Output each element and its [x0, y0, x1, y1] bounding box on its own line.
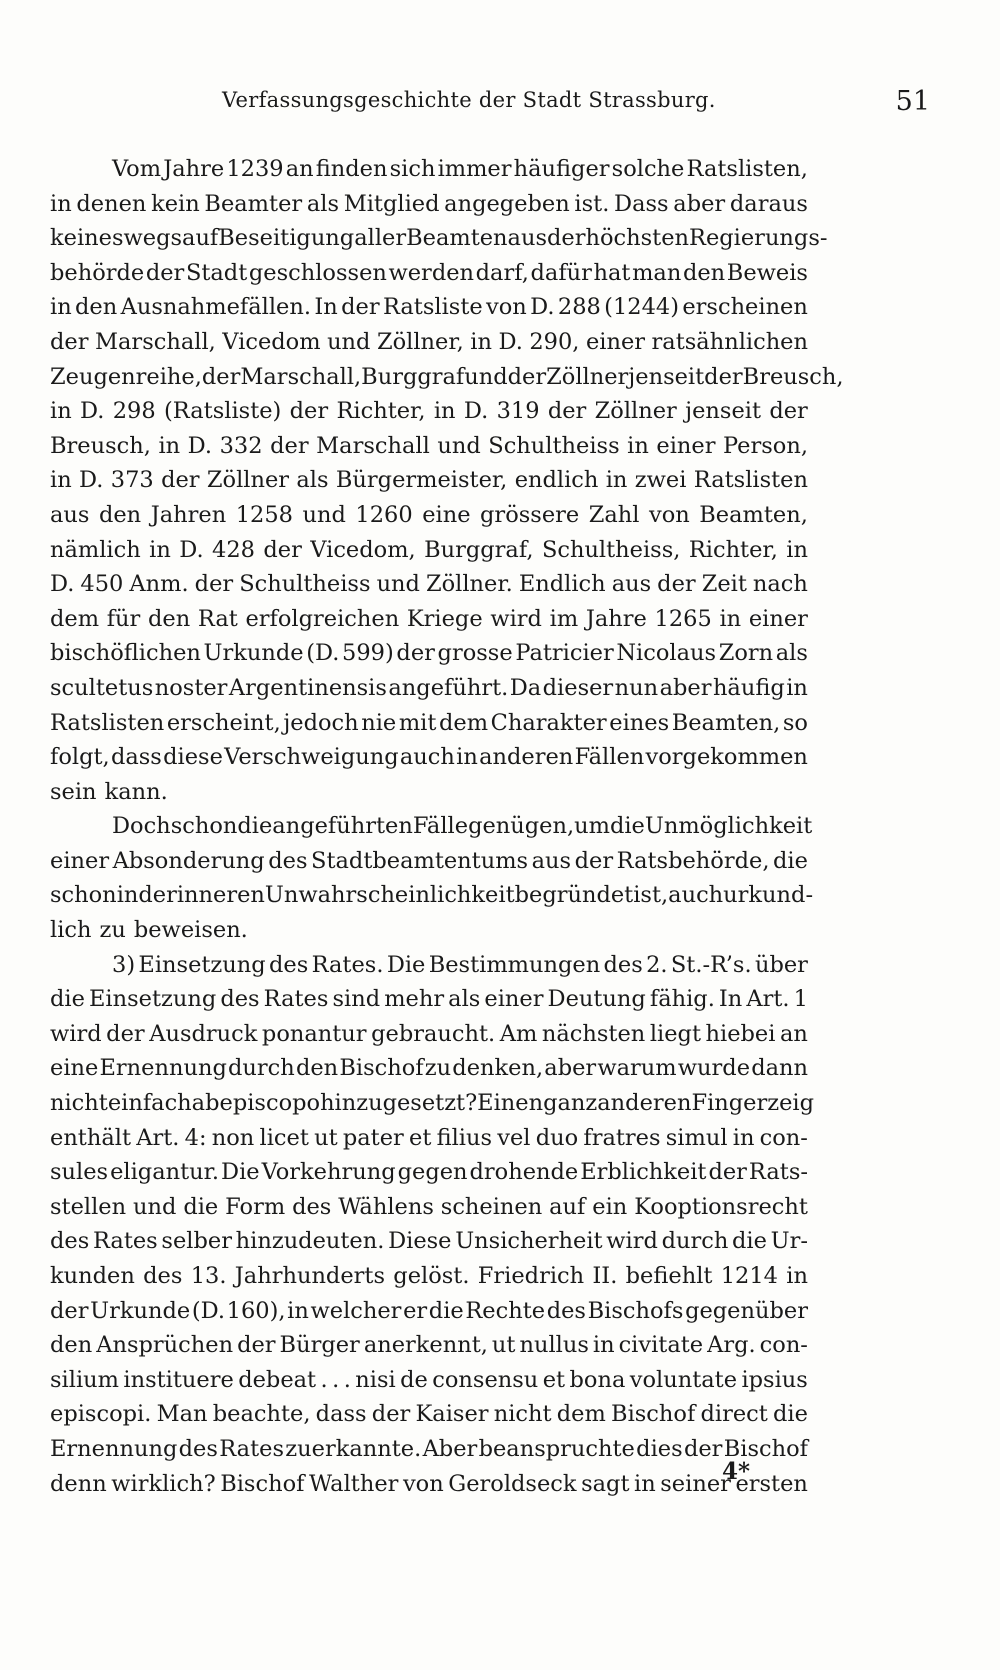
text-line: 3) Einsetzung des Rates. Die Bestimmungen des 2. St.-R’s. über — [112, 951, 808, 978]
text-line: Ratslisten erscheint, jedoch nie mit dem Charakter eines Beamten, so — [50, 709, 808, 736]
text-line: stellen und die Form des Wählens scheinen auf ein Kooptionsrecht — [50, 1193, 808, 1220]
signature-mark: 4* — [722, 1458, 751, 1485]
text-line: in denen kein Beamter als Mitglied angegeben ist. Dass aber daraus — [50, 190, 808, 217]
text-line: scultetus noster Argentinensis angeführt. Da dieser nun aber häufig in — [50, 674, 808, 701]
text-line: dem für den Rat erfolgreichen Kriege wird im Jahre 1265 in einer — [50, 605, 808, 632]
page-number: 51 — [895, 86, 930, 117]
text-line: den Ansprüchen der Bürger anerkennt, ut nullus in civitate Arg. con- — [50, 1332, 808, 1359]
body-text — [50, 152, 844, 1501]
text-line: kunden des 13. Jahrhunderts gelöst. Friedrich II. befiehlt 1214 in — [50, 1263, 808, 1289]
text-line: in den Ausnahmefällen. In der Ratsliste von D. 288 (1244) erscheinen — [50, 294, 808, 321]
running-head-title: Verfassungsgeschichte der Stadt Strassburg. — [222, 88, 716, 112]
text-line: enthält Art. 4: non licet ut pater et filius vel duo fratres simul in con- — [50, 1124, 808, 1151]
text-line: Zeugenreihe, der Marschall, Burggraf und der Zöllner jenseit der Breusch, — [50, 363, 844, 390]
text-line: Doch schon die angeführten Fälle genügen, um die Unmöglichkeit — [112, 813, 813, 840]
text-line: einer Absonderung des Stadtbeamtentums aus der Ratsbehörde, die — [50, 847, 808, 874]
text-line: Vom Jahre 1239 an finden sich immer häufiger solche Ratslisten, — [112, 156, 808, 182]
text-line: schon in der inneren Unwahrscheinlichkeit begründet ist, auch urkund- — [50, 882, 814, 909]
text-line: sules eligantur. Die Vorkehrung gegen drohende Erblichkeit der Rats- — [50, 1159, 808, 1186]
text-line: keineswegs auf Beseitigung aller Beamten aus der höchsten Regierungs- — [50, 225, 828, 252]
text-line: behörde der Stadt geschlossen werden darf, dafür hat man den Beweis — [50, 259, 808, 286]
text-line: Breusch, in D. 332 der Marschall und Schultheiss in einer Person, — [50, 432, 808, 459]
text-line: in D. 298 (Ratsliste) der Richter, in D. 319 der Zöllner jenseit der — [50, 398, 808, 425]
text-line: silium instituere debeat . . . nisi de consensu et bona voluntate ipsius — [50, 1366, 808, 1393]
text-line: sein kann. — [50, 778, 168, 805]
text-line: in D. 373 der Zöllner als Bürgermeister, endlich in zwei Ratslisten — [50, 467, 808, 494]
text-line: lich zu beweisen. — [50, 917, 248, 944]
text-line: die Einsetzung des Rates sind mehr als einer Deutung fähig. In Art. 1 — [50, 986, 808, 1013]
text-line: bischöflichen Urkunde (D. 599) der grosse Patricier Nicolaus Zorn als — [50, 640, 808, 667]
text-line: episcopi. Man beachte, dass der Kaiser nicht dem Bischof direct die — [50, 1401, 808, 1428]
text-line: der Urkunde (D. 160), in welcher er die Rechte des Bischofs gegenüber — [50, 1297, 808, 1324]
text-line: Ernennung des Rates zuerkannte. Aber beanspruchte dies der Bischof — [50, 1435, 808, 1462]
text-line: wird der Ausdruck ponantur gebraucht. Am nächsten liegt hiebei an — [50, 1020, 808, 1047]
text-line: des Rates selber hinzudeuten. Diese Unsicherheit wird durch die Ur- — [50, 1228, 808, 1255]
text-line: nicht einfach ab episcopo hinzugesetzt? Einen ganz anderen Fingerzeig — [50, 1090, 814, 1117]
text-line: eine Ernennung durch den Bischof zu denken, aber warum wurde dann — [50, 1055, 808, 1082]
text-line: D. 450 Anm. der Schultheiss und Zöllner. Endlich aus der Zeit nach — [50, 571, 808, 598]
text-line: der Marschall, Vicedom und Zöllner, in D. 290, einer ratsähnlichen — [50, 328, 808, 355]
running-head — [52, 86, 930, 128]
text-line: folgt, dass diese Verschweigung auch in anderen Fällen vorgekommen — [50, 744, 808, 771]
text-line: denn wirklich? Bischof Walther von Geroldseck sagt in seiner ersten — [50, 1470, 808, 1497]
text-line: aus den Jahren 1258 und 1260 eine grössere Zahl von Beamten, — [50, 501, 808, 528]
text-line: nämlich in D. 428 der Vicedom, Burggraf, Schultheiss, Richter, in — [50, 536, 808, 563]
